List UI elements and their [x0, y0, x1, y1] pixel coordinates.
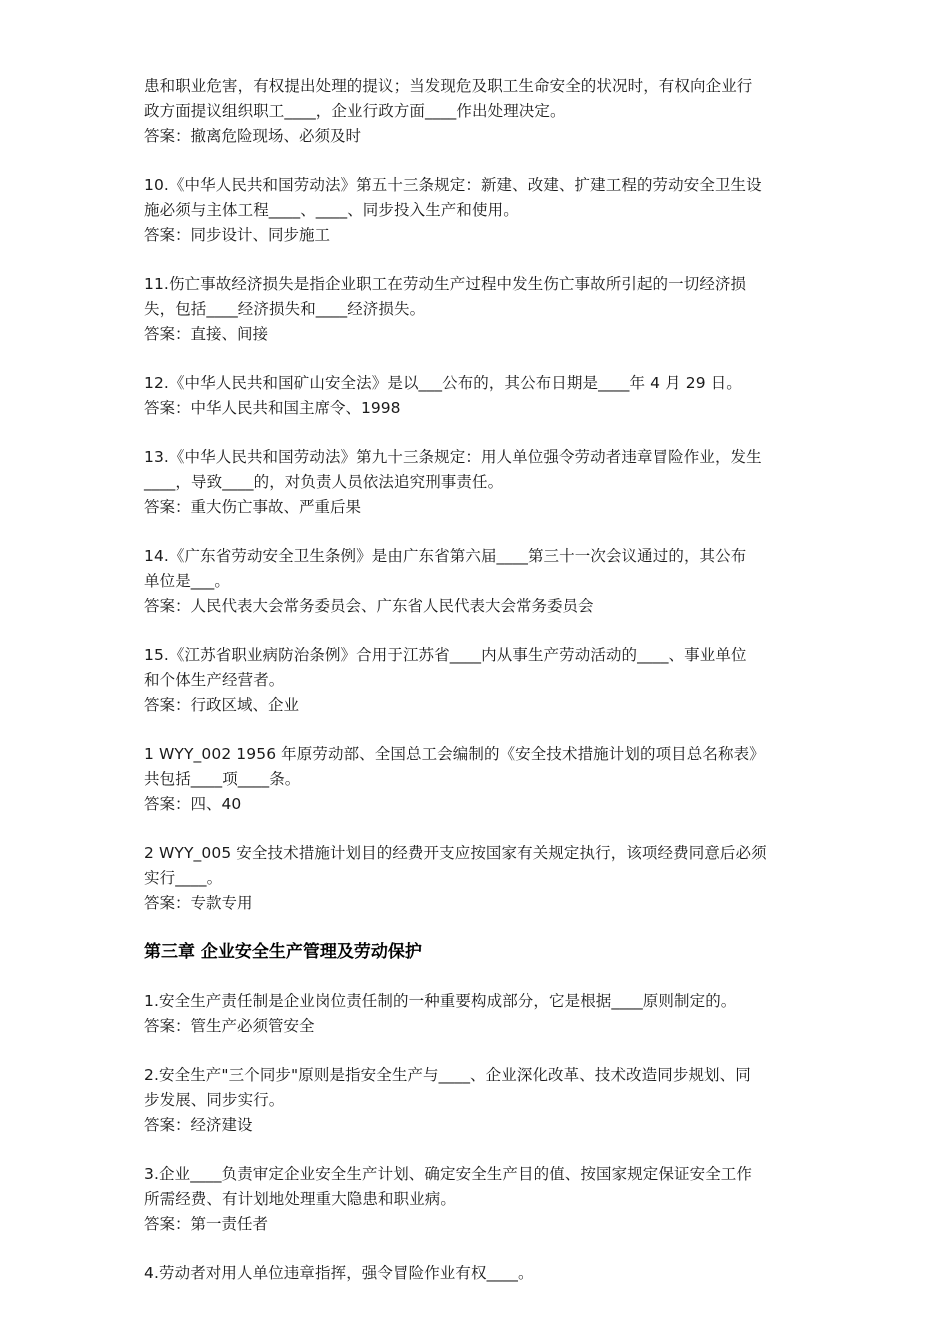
document-page: [144, 74, 808, 1310]
question-text-line: 12.《中华人民共和国矿山安全法》是以___公布的，其公布日期是____年 4 月 29 日。: [144, 374, 742, 392]
answer-line: 答案：专款专用: [144, 894, 253, 912]
question-text-line: 施必须与主体工程____、____、同步投入生产和使用。: [144, 201, 519, 219]
answer-line: 答案：经济建设: [144, 1116, 253, 1134]
answer-line: 答案：同步设计、同步施工: [144, 226, 331, 244]
question-text-line: 13.《中华人民共和国劳动法》第九十三条规定：用人单位强令劳动者违章冒险作业，发生: [144, 448, 762, 466]
question-block: [144, 445, 808, 520]
question-text-line: 10.《中华人民共和国劳动法》第五十三条规定：新建、改建、扩建工程的劳动安全卫生设: [144, 176, 762, 194]
question-block: [144, 1063, 808, 1138]
question-text-line: 和个体生产经营者。: [144, 671, 285, 689]
answer-line: 答案：人民代表大会常务委员会、广东省人民代表大会常务委员会: [144, 597, 594, 615]
question-text-line: 实行____。: [144, 869, 223, 887]
question-block: [144, 1162, 808, 1237]
question-block: [144, 74, 808, 149]
question-text-line: 步发展、同步实行。: [144, 1091, 285, 1109]
question-text-line: 政方面提议组织职工____，企业行政方面____作出处理决定。: [144, 102, 566, 120]
question-list-after: [144, 989, 808, 1286]
question-text-line: 11.伤亡事故经济损失是指企业职工在劳动生产过程中发生伤亡事故所引起的一切经济损: [144, 275, 747, 293]
question-text-line: 2.安全生产"三个同步"原则是指安全生产与____、企业深化改革、技术改造同步规划、同: [144, 1066, 751, 1084]
question-block: [144, 1261, 808, 1286]
answer-line: 答案：行政区域、企业: [144, 696, 300, 714]
question-block: [144, 841, 808, 916]
question-block: [144, 643, 808, 718]
question-block: [144, 989, 808, 1039]
answer-line: 答案：撤离危险现场、必须及时: [144, 127, 362, 145]
question-text-line: 1 WYY_002 1956 年原劳动部、全国总工会编制的《安全技术措施计划的项目总名称表》: [144, 745, 765, 763]
question-text-line: 15.《江苏省职业病防治条例》合用于江苏省____内从事生产劳动活动的____、事业单位: [144, 646, 747, 664]
question-text-line: 所需经费、有计划地处理重大隐患和职业病。: [144, 1190, 457, 1208]
answer-line: 答案：第一责任者: [144, 1215, 269, 1233]
answer-line: 答案：中华人民共和国主席令、1998: [144, 399, 401, 417]
question-text-line: 共包括____项____条。: [144, 770, 301, 788]
question-text-line: 4.劳动者对用人单位违章指挥，强令冒险作业有权____。: [144, 1264, 534, 1282]
question-text-line: ____，导致____的，对负责人员依法追究刑事责任。: [144, 473, 504, 491]
question-block: [144, 544, 808, 619]
question-block: [144, 371, 808, 421]
question-list-before: [144, 74, 808, 916]
question-text-line: 14.《广东省劳动安全卫生条例》是由广东省第六届____第三十一次会议通过的，其公布: [144, 547, 747, 565]
question-text-line: 3.企业____负责审定企业安全生产计划、确定安全生产目的值、按国家规定保证安全工作: [144, 1165, 752, 1183]
question-text-line: 失，包括____经济损失和____经济损失。: [144, 300, 426, 318]
question-text-line: 2 WYY_005 安全技术措施计划目的经费开支应按国家有关规定执行，该项经费同意后必须: [144, 844, 767, 862]
answer-line: 答案：直接、间接: [144, 325, 269, 343]
question-block: [144, 272, 808, 347]
question-text-line: 1.安全生产责任制是企业岗位责任制的一种重要构成部分，它是根据____原则制定的。: [144, 992, 737, 1010]
answer-line: 答案：重大伤亡事故、严重后果: [144, 498, 362, 516]
chapter-heading: 第三章 企业安全生产管理及劳动保护: [144, 942, 422, 962]
question-block: [144, 173, 808, 248]
question-text-line: 单位是___。: [144, 572, 230, 590]
question-block: [144, 742, 808, 817]
answer-line: 答案：管生产必须管安全: [144, 1017, 315, 1035]
answer-line: 答案：四、40: [144, 795, 242, 813]
question-text-line: 患和职业危害，有权提出处理的提议；当发现危及职工生命安全的状况时，有权向企业行: [144, 77, 753, 95]
